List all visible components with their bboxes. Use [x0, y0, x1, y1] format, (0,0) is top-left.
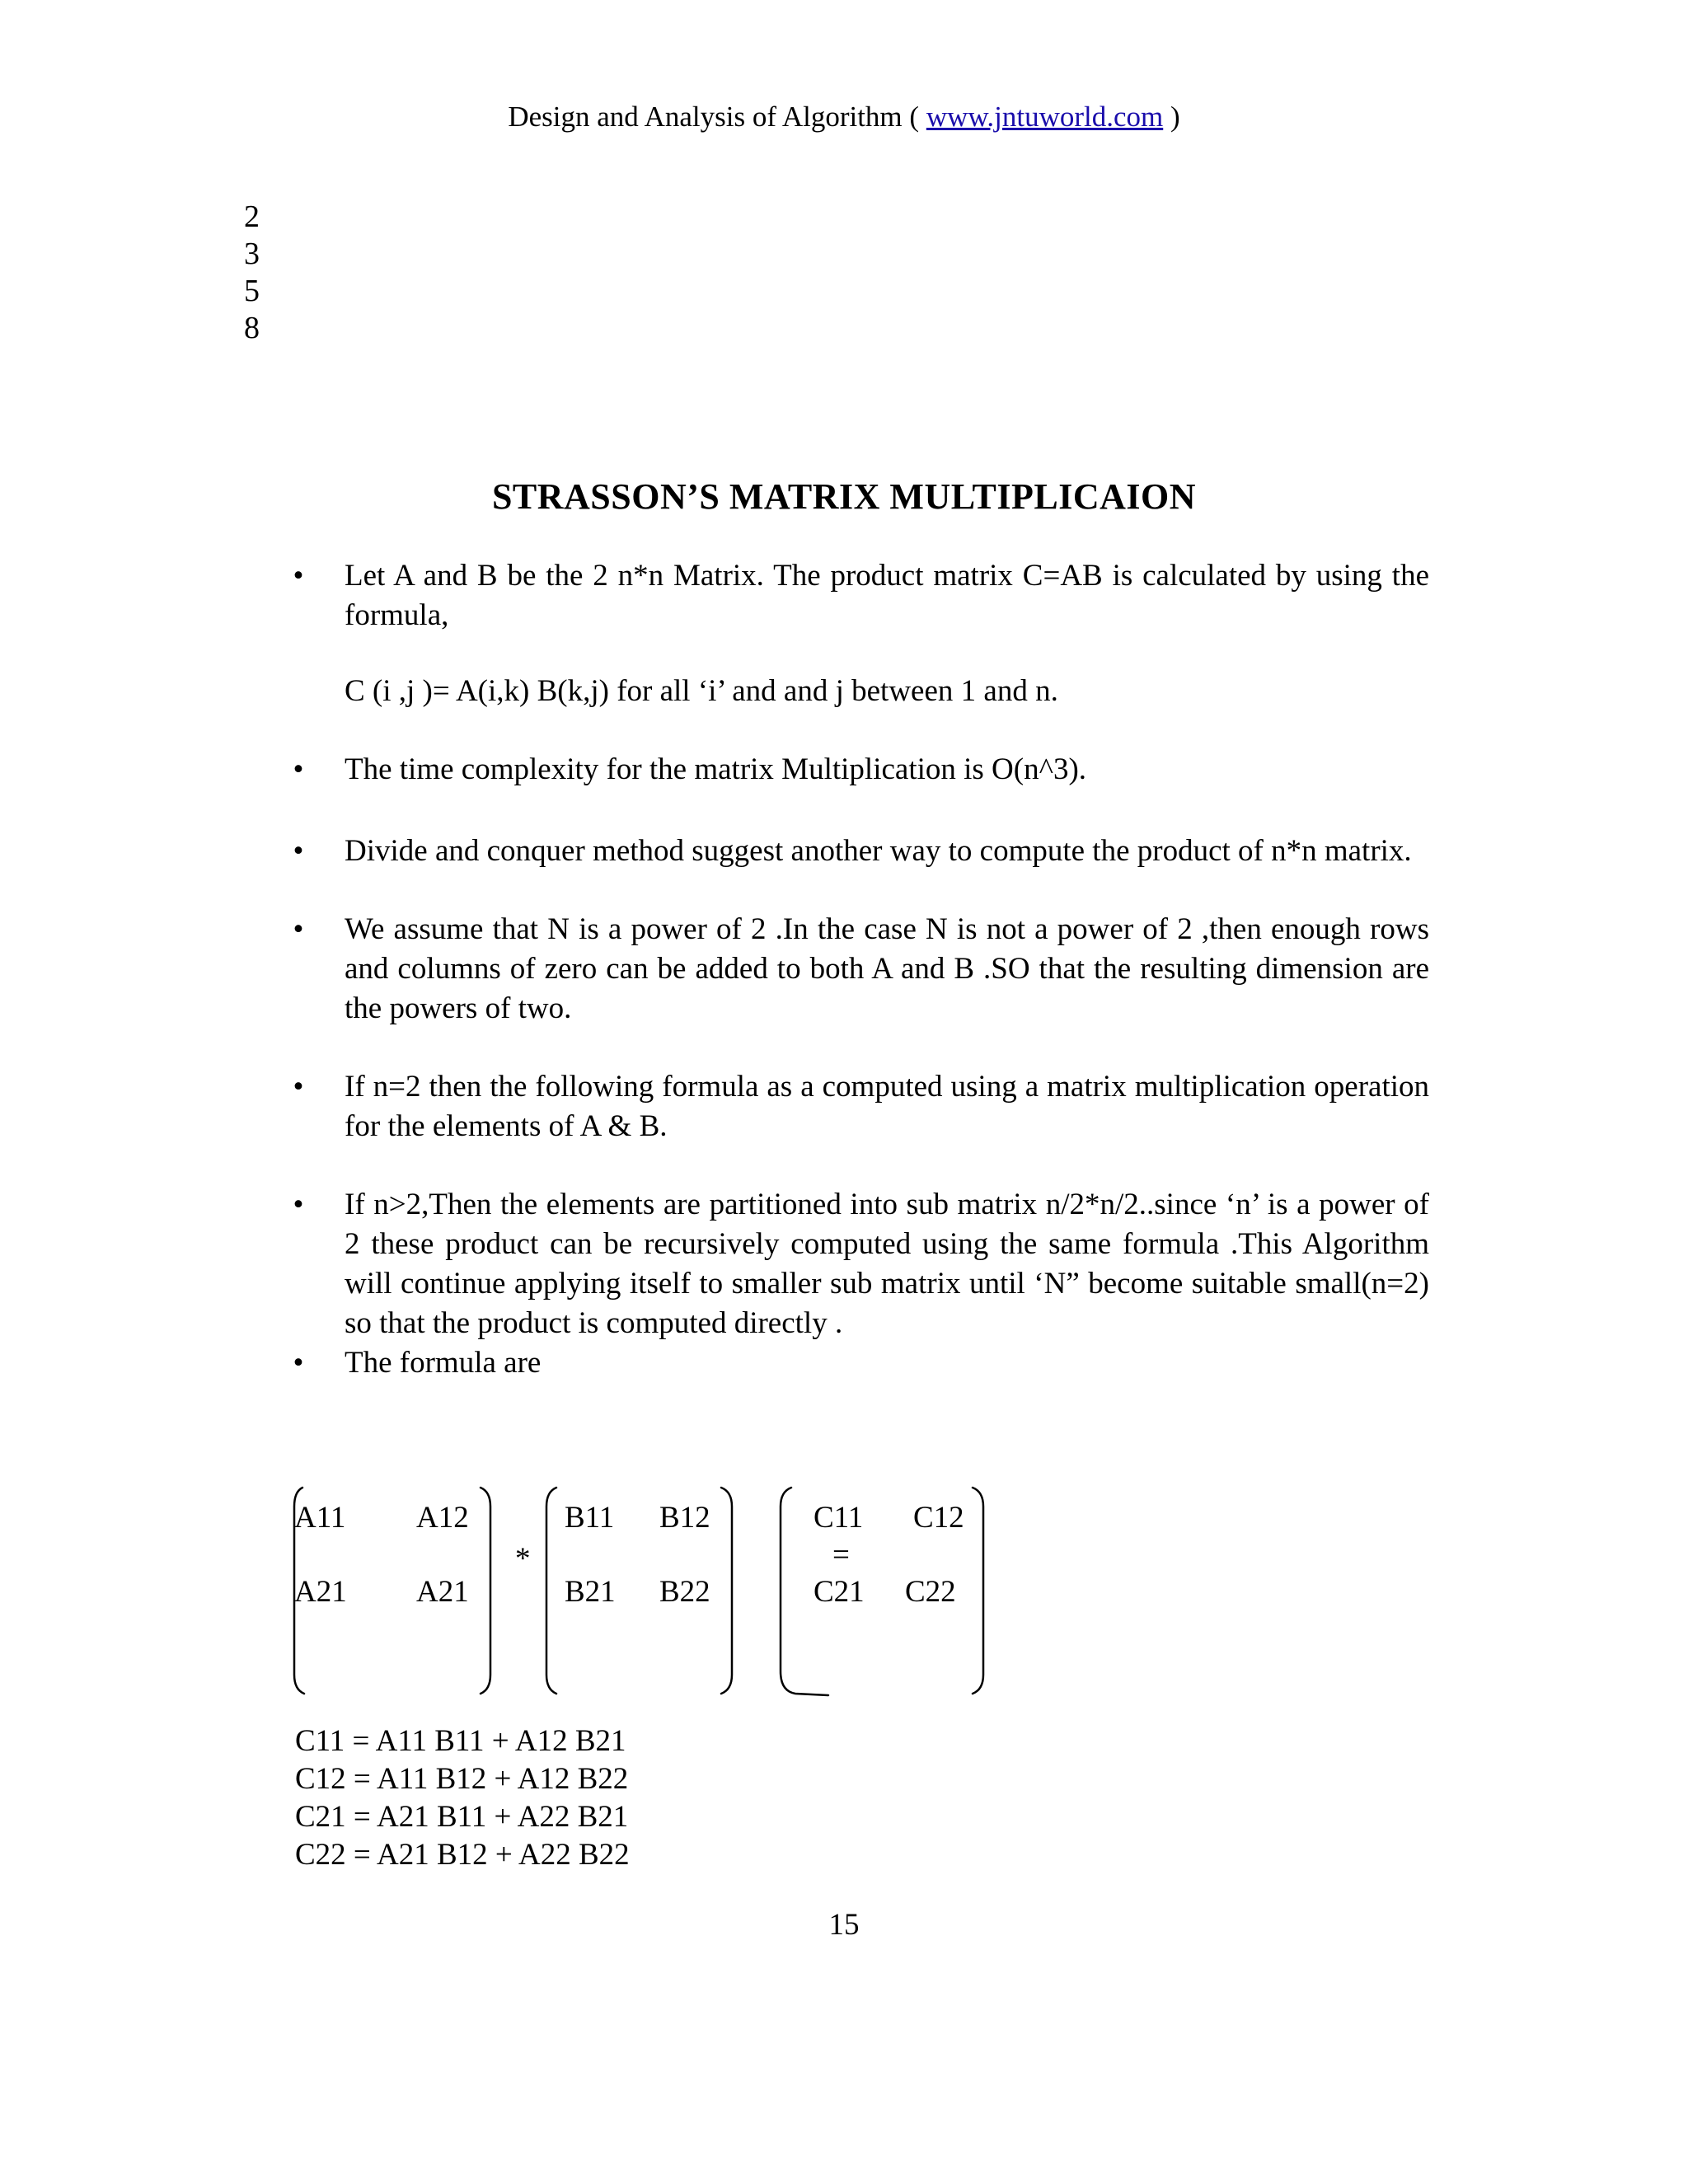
- matrix-b-cell: B12: [659, 1501, 710, 1535]
- matrix-c-cell: C12: [913, 1501, 964, 1535]
- bullet-icon: •: [293, 559, 304, 593]
- matrix-b-cell: B11: [565, 1501, 615, 1535]
- bullet-icon: •: [293, 1188, 304, 1221]
- bullet-text: If n=2 then the following formula as a computed using a matrix multiplication operation for the elements of A & B.: [345, 1070, 1429, 1143]
- bullet-icon: •: [293, 1070, 304, 1104]
- bullet-text: Divide and conquer method suggest another way to compute the product of n*n matrix.: [345, 834, 1412, 868]
- bullet-item: [288, 556, 1429, 711]
- matrix-a-cell: A12: [416, 1501, 469, 1535]
- bullet-icon: •: [293, 912, 304, 946]
- matrix-c-cell: C22: [905, 1575, 956, 1609]
- number-item: 3: [244, 237, 260, 271]
- matrix-c-right-bracket: [973, 1488, 983, 1694]
- bullet-item: [288, 1185, 1429, 1343]
- matrix-b-cell: B21: [565, 1575, 616, 1609]
- bullet-text: The formula are: [345, 1346, 542, 1380]
- page-header: [0, 99, 1688, 135]
- bullet-text: If n>2,Then the elements are partitioned into sub matrix n/2*n/2..since ‘n’ is a power of 2 these product can be recursively computed using the same formula .This Algorithm will continue applying itself to smaller sub matrix until ‘N” become suitable small(n=2) so that the product is computed directly .: [345, 1188, 1429, 1340]
- matrix-a-cell: A21: [416, 1575, 469, 1609]
- bullet-item: [288, 1067, 1429, 1146]
- bullet-text: We assume that N is a power of 2 .In the case N is not a power of 2 ,then enough rows and columns of zero can be added to both A and B .SO that the resulting dimension are the powers of two.: [345, 912, 1429, 1025]
- equation-line: C22 = A21 B12 + A22 B22: [295, 1838, 630, 1872]
- bullet-icon: •: [293, 1346, 304, 1380]
- matrix-b-right-bracket: [721, 1488, 732, 1694]
- bullet-icon: •: [293, 752, 304, 786]
- bullet-list: [288, 556, 1429, 1383]
- equals-symbol: =: [832, 1538, 850, 1572]
- equation-line: C21 = A21 B11 + A22 B21: [295, 1800, 629, 1834]
- number-list: [244, 199, 260, 347]
- matrix-a-cell: A21: [294, 1575, 347, 1609]
- number-item: 5: [244, 274, 260, 308]
- matrix-b-cell: B22: [659, 1575, 710, 1609]
- bullet-text: The time complexity for the matrix Multiplication is O(n^3).: [345, 752, 1087, 786]
- header-prefix: Design and Analysis of Algorithm (: [508, 101, 926, 133]
- section-title: STRASSON’S MATRIX MULTIPLICAION: [491, 476, 1197, 517]
- header-link[interactable]: www.jntuworld.com: [926, 101, 1164, 133]
- equation-line: C12 = A11 B12 + A12 B22: [295, 1762, 629, 1796]
- matrix-c-cell: C11: [814, 1501, 864, 1535]
- multiply-symbol: *: [515, 1542, 531, 1576]
- equation-list: [295, 1722, 630, 1874]
- matrix-b-left-bracket: [546, 1488, 556, 1694]
- matrix-c-cell: C21: [814, 1575, 865, 1609]
- header-suffix: ): [1163, 101, 1180, 133]
- formula-text: C (i ,j )= A(i,k) B(k,j) for all ‘i’ and and j between 1 and n.: [345, 674, 1058, 708]
- number-item: 8: [244, 311, 260, 345]
- bullet-icon: •: [293, 834, 304, 868]
- bullet-item: [288, 1343, 1429, 1383]
- matrix-equation: [293, 1483, 1034, 1698]
- bullet-item: [288, 750, 1429, 790]
- bullet-text: Let A and B be the 2 n*n Matrix. The product matrix C=AB is calculated by using the formula,: [345, 559, 1429, 632]
- bullet-item: [288, 910, 1429, 1029]
- page-number: 15: [828, 1908, 860, 1942]
- bullet-item: [288, 832, 1429, 871]
- equation-line: C11 = A11 B11 + A12 B21: [295, 1724, 626, 1758]
- number-item: 2: [244, 199, 260, 234]
- matrix-a-right-bracket: [481, 1488, 490, 1694]
- matrix-a-cell: A11: [294, 1501, 346, 1535]
